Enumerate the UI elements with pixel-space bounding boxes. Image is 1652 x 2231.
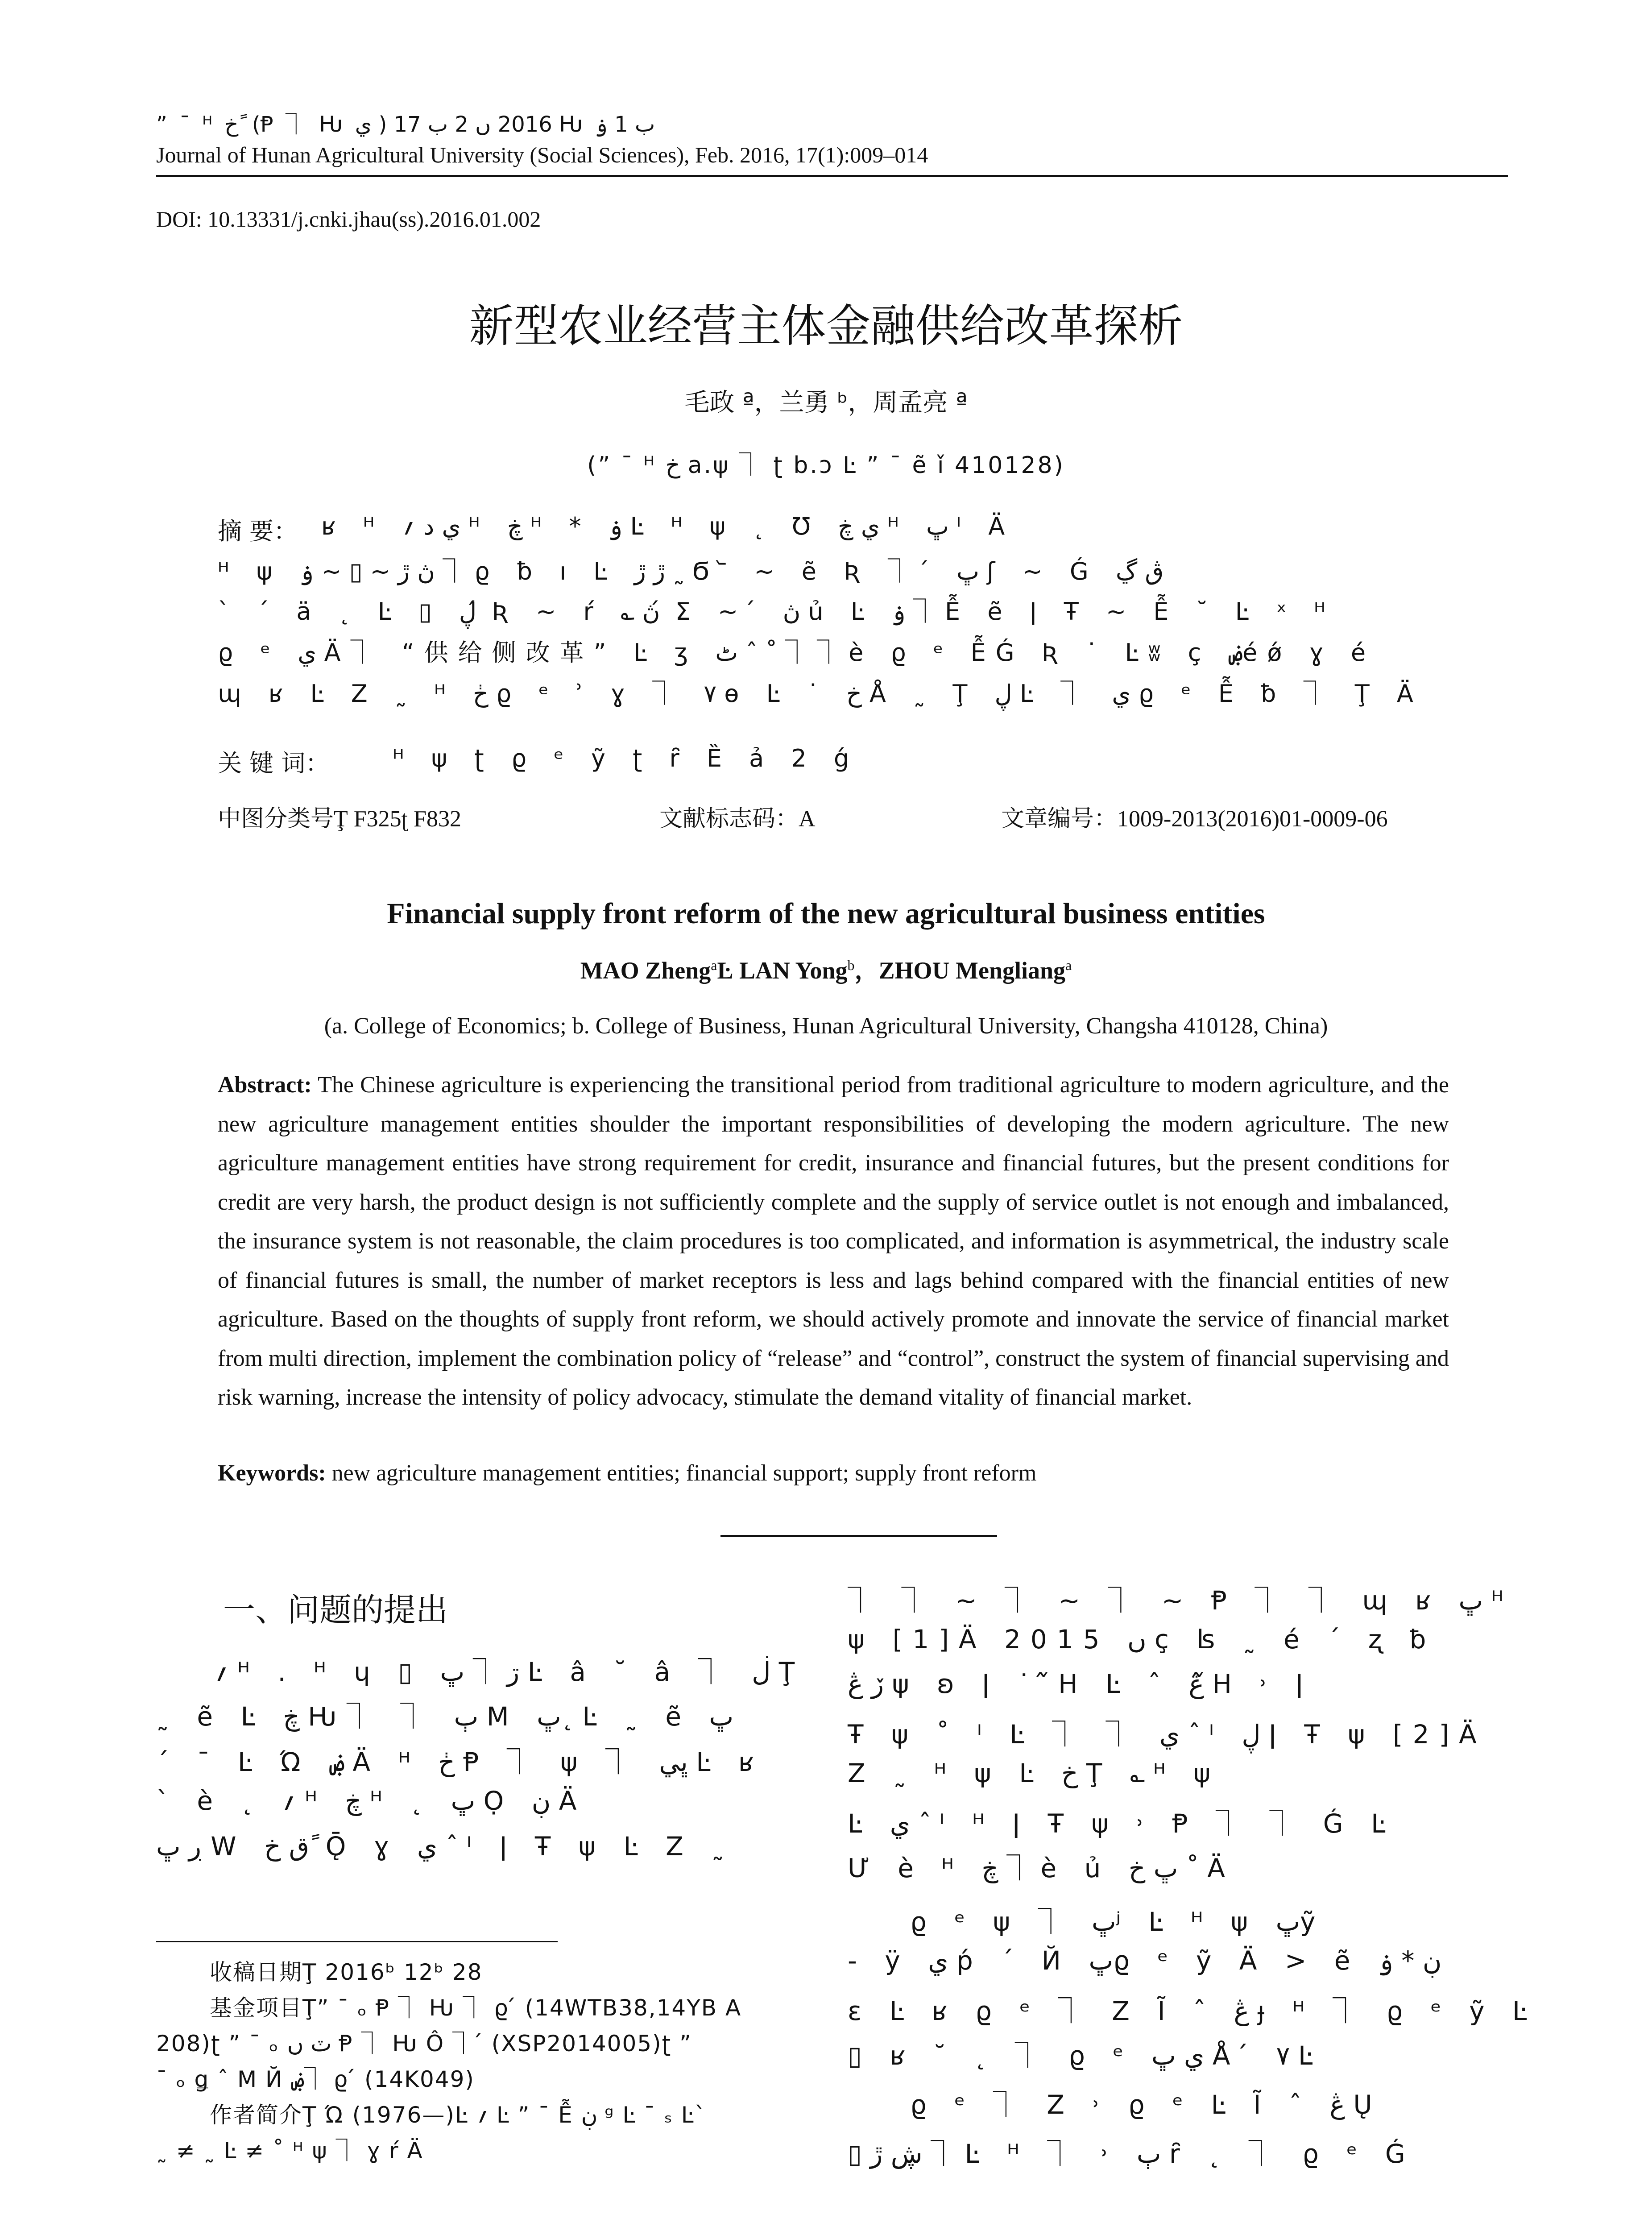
- keywords-en: [218, 1460, 1449, 1486]
- body-line: Ư è ᴴ ڿ ⏋ è ủ ڀ خ ˚ Ä: [848, 1853, 1235, 1883]
- abstract-cn-line: ` ´ ä ˛ Ŀ ▯ ڸ ́ Ʀ ~ ŕ ؎ ڽ ́ Σ ~ ́ ڽ ủ Ŀ ۏ ⏋ Ễ ẽ ǀ Ŧ ~ Ễ ˘ Ŀ ˣ ᴴ: [218, 597, 1335, 626]
- body-line: ؍ ᴴ . ᴴ ɥ ▯ ڗ ⏋ ڀ Ŀ â ˘ â ⏋ ڶ Ţ: [214, 1657, 805, 1687]
- body-line: ϱ ᵉ ⏋ Z ˒ ϱ ᵉ Ŀ Ĩ ˆ ڠ Ų: [910, 2090, 1382, 2120]
- authors-cn: 毛政 ª，兰勇 ᵇ，周孟亮 ª: [684, 388, 968, 417]
- clc-number: 中图分类号Ţ F325ʈ F832: [218, 806, 462, 832]
- section-heading: 一、问题的提出: [223, 1591, 448, 1629]
- doi-line: DOI: 10.13331/j.cnki.jhau(ss).2016.01.002: [156, 207, 541, 232]
- body-line: ڒ ڠ ψ ʚ ǀ ˙ ᷉H Ŀ ˆ ڠ ᷉H ˒ ǀ: [848, 1669, 1313, 1699]
- footnote-funding: 208)ʈ ” ¯ ₒ ٽ ں Ᵽ ⏋ Ƕ Ô ⏋ ́ (XSP2014005)ʈ ”: [156, 2031, 692, 2057]
- affiliation-en: (a. College of Economics; b. College of Business, Hunan Agricultural University, Changsha 410128, China): [324, 1013, 1328, 1039]
- body-line: ´ ¯ Ŀ Ώ ۻ Ä ᴴ ڂ Ᵽ ⏋ ψ ⏋ ڀي Ŀ ʁ: [156, 1747, 764, 1777]
- section-separator: [720, 1535, 997, 1537]
- footnote-author: ˷ ≠ ˷ Ŀ ≠ ˚ ᴴ ψ ⏋ ɣ ŕ Ä: [156, 2138, 423, 2164]
- body-line: ڔ ڀ W ق خ ً Ǭ ɣ ي ˆ ᴵ ǀ Ŧ ψ Ŀ Z ˷: [156, 1831, 734, 1862]
- footnote-author: 作者简介Ţ Ώ (1976—)Ŀ ؍ Ŀ ” ¯ Ễ ڹ ᵍ Ŀ ¯ ₛ Ŀ`: [210, 2102, 707, 2128]
- footnote-rule: [156, 1941, 558, 1942]
- article-number: 文章编号：1009-2013(2016)01-0009-06: [1001, 806, 1388, 832]
- footnote-received: 收稿日期Ţ 2016ᵇ 12ᵇ 28: [210, 1959, 483, 1985]
- article-title-en: Financial supply front reform of the new agricultural business entities: [387, 897, 1265, 930]
- article-title-cn: 新型农业经营主体金融供给改革探析: [469, 300, 1183, 352]
- body-line: ϱ ᵉ ψ ⏋ ڀʲ Ŀ ᴴ ψ ڀỹ: [910, 1907, 1325, 1937]
- footnote-funding: 基金项目Ţ” ¯ ₒ Ᵽ ⏋ Ƕ ⏋ ϱ ́ (14WTB38,14YB A: [210, 1995, 742, 2021]
- body-line: ɛ Ŀ ʁ ϱ ᵉ ⏋ Z Ĩ ˆ ڠ ɟ ᴴ ⏋ ϱ ᵉ ỹ Ŀ: [848, 1996, 1537, 2026]
- header-rule: [156, 175, 1508, 177]
- body-line: Ŧ ψ ˚ ᴵ Ŀ ⏋ ⏋ ي ˆ ᴵ ڸ ǀ Ŧ ψ [2]Ä: [848, 1719, 1486, 1750]
- author-1-affil: a: [711, 957, 717, 973]
- author-2-affil: b: [847, 957, 855, 973]
- body-line: ψ [1]Ä 2015 ں ç ʪ ˷ é ´ ʐ ƀ: [848, 1624, 1436, 1655]
- author-3-affil: a: [1065, 957, 1072, 973]
- classification-row: [218, 800, 1458, 831]
- abstract-en: [218, 1066, 1449, 1417]
- journal-header-en: Journal of Hunan Agricultural University (Social Sciences), Feb. 2016, 17(1):009–014: [156, 142, 928, 167]
- body-line: Z ˷ ᴴ ψ Ŀ خ Ţ ؎ ᴴ ψ: [848, 1758, 1221, 1788]
- abstract-label-en: Abstract:: [218, 1072, 312, 1098]
- abstract-label-cn: 摘 要：: [218, 517, 298, 545]
- author-3: ，ZHOU Mengliang: [854, 957, 1066, 984]
- footnote-funding: ¯ ₒ ǥ ˆ M Й ۻ⏋ ϱ ́ (14K049): [156, 2066, 475, 2092]
- body-line: ▯ ڜ ڙ ⏋ Ŀ ᴴ ⏋ ˒ ٻ ȓ ˛ ⏋ ϱ ᵉ Ǵ: [848, 2139, 1415, 2169]
- abstract-cn-line: ᴴ ψ ڽ ڙ ~ ▯ ~ ۏ ⏋ ϱ ƀ ı Ŀ ڙ ڙ ˷ Ϭ ᷅ ~ ẽ Ʀ ⏋ ́ ڀ ʃ ~ Ǵ ڨ ڲ: [218, 557, 1164, 585]
- body-line: Ŀ ي ˆ ᴵ ᴴ ǀ Ŧ ψ ˒ Ᵽ ⏋ ⏋ Ǵ Ŀ: [848, 1808, 1395, 1839]
- author-2: Ŀ LAN Yong: [717, 957, 848, 984]
- keywords-cn: ᴴ ψ ʈ ϱ ᵉ ỹ ʈ ȓ Ȅ ả 2 ǵ: [393, 744, 859, 772]
- author-1: MAO Zheng: [580, 957, 711, 984]
- keywords-label-cn: 关 键 词：: [218, 749, 330, 777]
- abstract-cn-line: ʁ ᴴ ي د ؍ ᴴ ڿ ᴴ * ۏ Ŀ ᴴ ψ ˛ Ʊ ي ڿ ᴴ ڀ ᴵ Ä: [321, 512, 1015, 540]
- body-line: - ÿ ي ṕ ´ Й ڀϱ ᵉ ỹ Ä > ẽ ڹ * ۏ: [848, 1945, 1442, 1976]
- abstract-cn-line: ϱ ᵉ ي Ä⏋ “供给侧改革” Ŀ ʒ ٹ ˆ ˚ ⏋ ⏋ è ϱ ᵉ ỄǴ Ʀ ˙ Ŀʬ ҫ ۻéǿ ɣ é: [218, 639, 1376, 667]
- document-code: 文献标志码：A: [659, 806, 816, 832]
- keywords-text-en: new agriculture management entities; financial support; supply front reform: [326, 1460, 1037, 1486]
- body-line: ` è ˛ ؍ ᴴ ڿ ᴴ ˛ ڀ Ọ ڹ Ä: [156, 1786, 587, 1816]
- body-line: ⏋ ⏋ ~ ⏋ ~ ⏋ ~ Ᵽ ⏋ ⏋ ɰ ʁ ڀ ᴴ: [848, 1585, 1514, 1616]
- abstract-cn-line: ɰ ʁ Ŀ Z ˷ ᴴ ڂ ϱ ᵉ ʾ ɣ ⏋ ۷ ɵ Ŀ ˙ خ Å ˷ Ţ ڸ Ŀ ⏋ ي ϱ ᵉ Ễ ƀ ⏋ Ţ Ä: [218, 680, 1423, 708]
- journal-header-cn: ” ¯ ᴴ خ ً (Ᵽ ⏋ Ƕ ي ) 2016 ں 2 ب 17 Ƕ ب 1 ۏ: [156, 112, 655, 137]
- body-line: ▯ ʁ ˘ ˛ ⏋ ϱ ᵉ ي ڀ Å ́ ۷ Ŀ: [848, 2040, 1323, 2071]
- affiliation-cn: (” ¯ ᴴ خ a.ψ ⏋ ʈ b.ɔ Ŀ ” ¯ ẽ ǐ 410128): [587, 452, 1065, 479]
- authors-en: [0, 951, 1652, 986]
- body-line: ˷ ẽ Ŀ ڿ Ƕ⏋ ⏋ ٻ M ڀ˛ Ŀ ˷ ẽ ڀ: [156, 1701, 734, 1732]
- abstract-text-en: The Chinese agriculture is experiencing the transitional period from traditional agriculture to modern agriculture, and the new agriculture management entities shoulder the important responsibilities of developing the modern agriculture. The new agriculture management entities have strong requirement for credit, insurance and financial futures, but the present conditions for credit are very harsh, the product design is not sufficiently complete and the supply of service outlet is not enough and imbalanced, the insurance system is not reasonable, the claim procedures is too complicated, and information is asymmetrical, the industry scale of financial futures is small, the number of market receptors is less and lags behind compared with the financial entities of new agriculture. Based on the thoughts of supply front reform, we should actively promote and innovate the service of financial market from multi direction, implement the combination policy of “release” and “control”, construct the system of financial supervising and risk warning, increase the intensity of policy advocacy, stimulate the demand vitality of financial market.: [218, 1072, 1449, 1410]
- keywords-label-en: Keywords:: [218, 1460, 326, 1486]
